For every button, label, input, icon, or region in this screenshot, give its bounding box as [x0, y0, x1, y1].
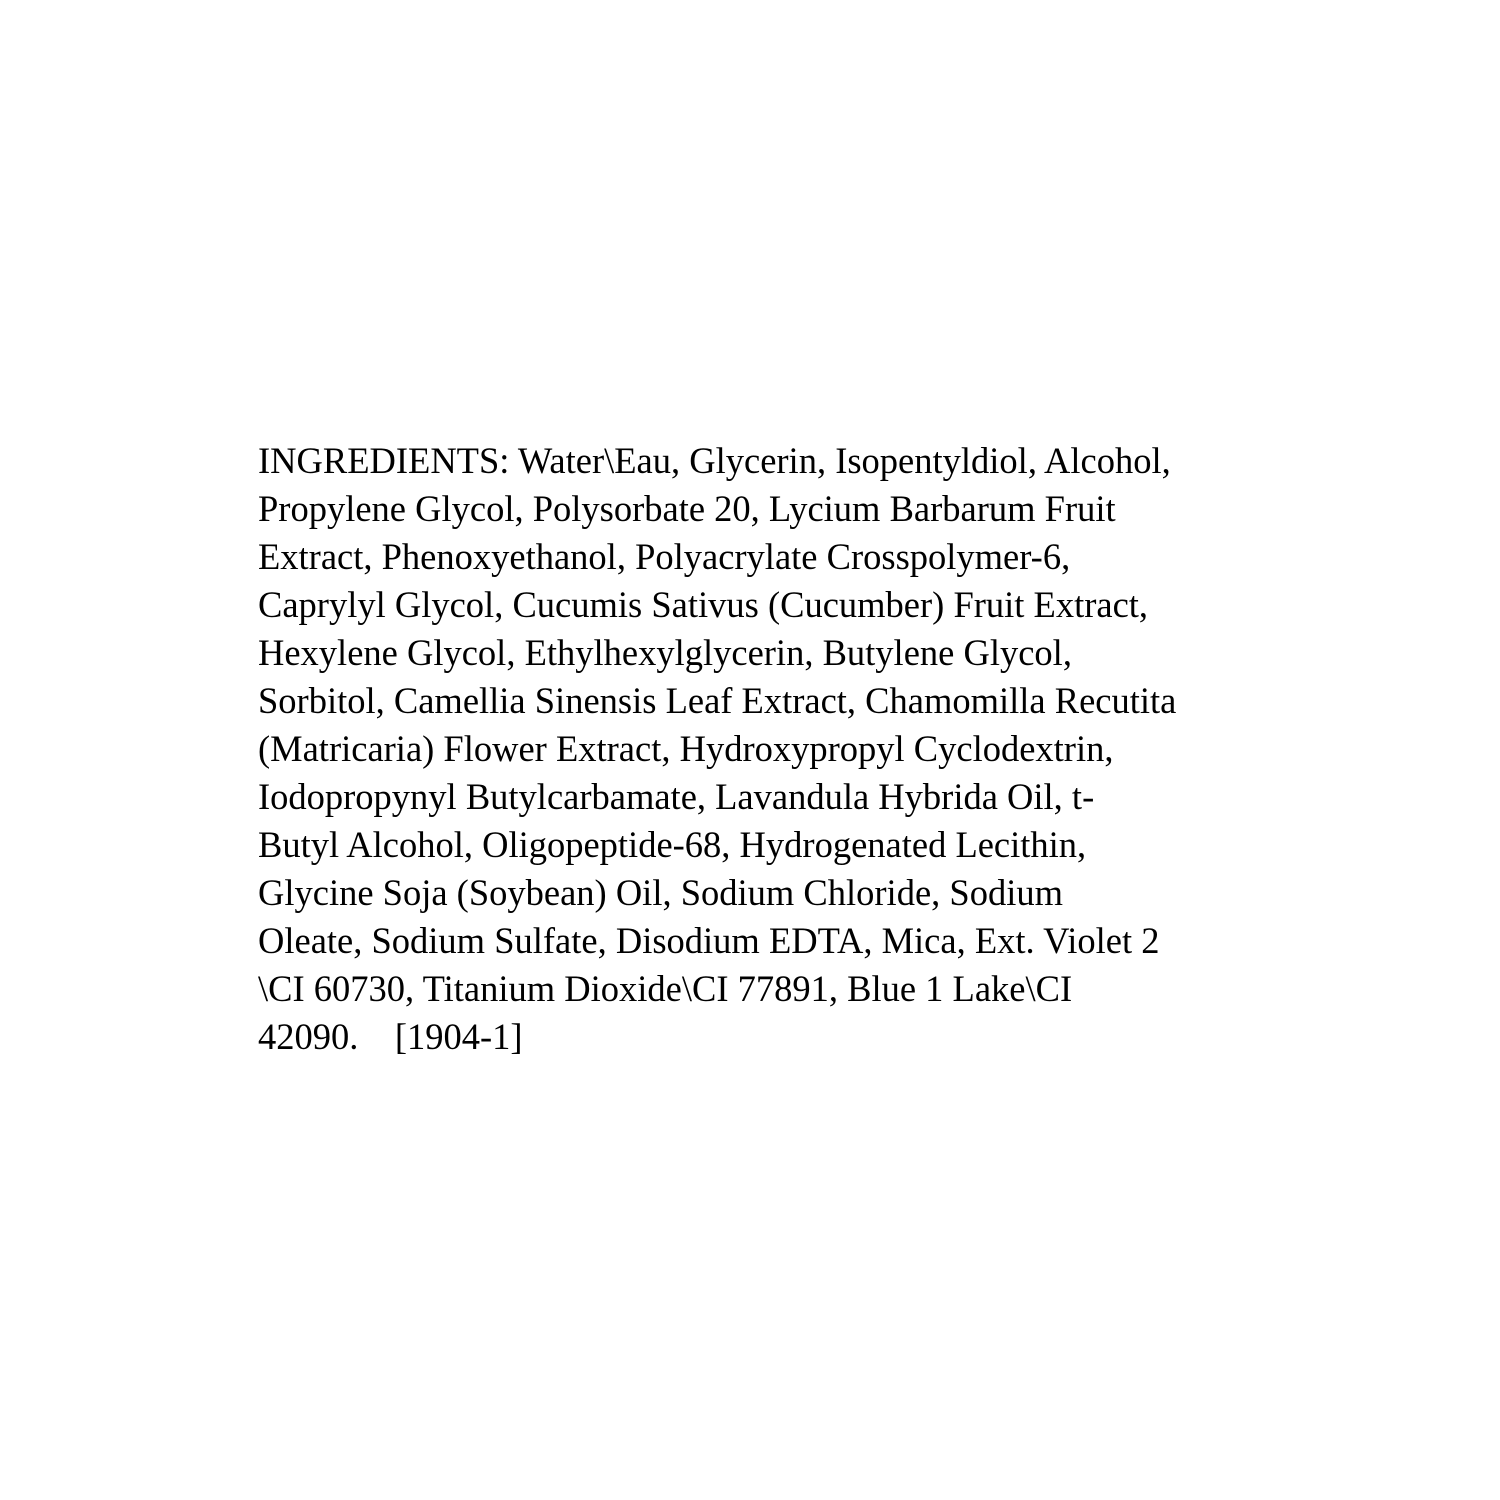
ingredients-line: Propylene Glycol, Polysorbate 20, Lycium Barbarum Fruit: [258, 488, 1116, 529]
ingredients-line: \CI 60730, Titanium Dioxide\CI 77891, Blue 1 Lake\CI: [258, 968, 1073, 1009]
ingredients-line: (Matricaria) Flower Extract, Hydroxypropyl Cyclodextrin,: [258, 728, 1114, 769]
ingredients-line: Sorbitol, Camellia Sinensis Leaf Extract, Chamomilla Recutita: [258, 680, 1177, 721]
ingredients-line: 42090. [1904-1]: [258, 1016, 523, 1057]
ingredients-line: Butyl Alcohol, Oligopeptide-68, Hydrogenated Lecithin,: [258, 824, 1087, 865]
ingredients-line: Caprylyl Glycol, Cucumis Sativus (Cucumber) Fruit Extract,: [258, 584, 1149, 625]
ingredients-list: [258, 437, 1298, 1061]
ingredients-line: Glycine Soja (Soybean) Oil, Sodium Chloride, Sodium: [258, 872, 1063, 913]
ingredients-line: Iodopropynyl Butylcarbamate, Lavandula Hybrida Oil, t-: [258, 776, 1095, 817]
ingredients-line: Extract, Phenoxyethanol, Polyacrylate Crosspolymer-6,: [258, 536, 1071, 577]
ingredients-line: Oleate, Sodium Sulfate, Disodium EDTA, Mica, Ext. Violet 2: [258, 920, 1160, 961]
ingredients-line: Hexylene Glycol, Ethylhexylglycerin, Butylene Glycol,: [258, 632, 1072, 673]
ingredients-line: INGREDIENTS: Water\Eau, Glycerin, Isopentyldiol, Alcohol,: [258, 440, 1171, 481]
